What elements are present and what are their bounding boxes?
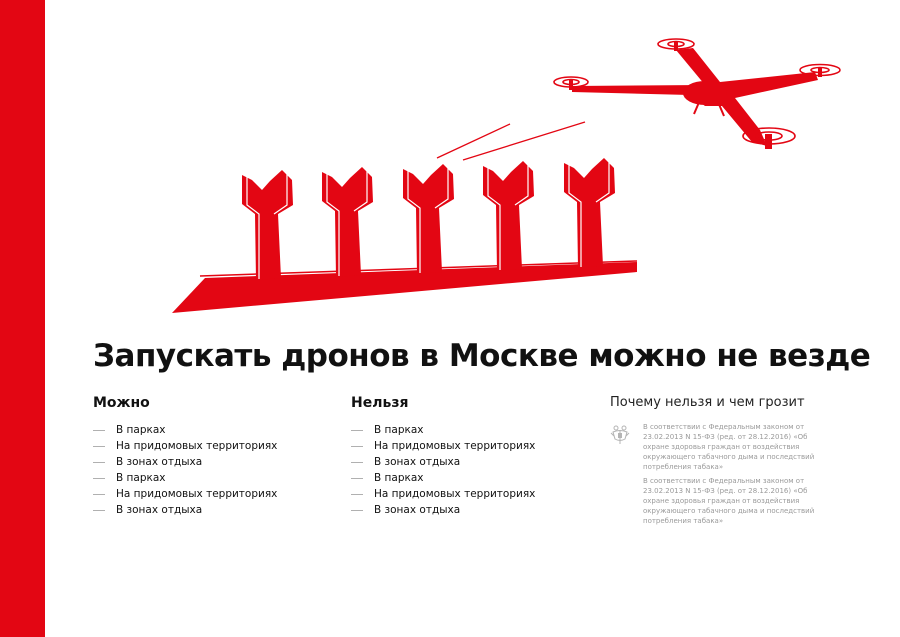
- why-column: [610, 394, 825, 525]
- list-item: На придомовых территориях: [351, 438, 591, 454]
- dash-icon: [93, 462, 105, 463]
- list-item: В парках: [93, 470, 333, 486]
- dash-icon: [351, 462, 363, 463]
- dash-icon: [93, 494, 105, 495]
- list-item: На придомовых территориях: [93, 438, 333, 454]
- coat-of-arms-icon: [610, 424, 630, 446]
- list-item: В зонах отдыха: [351, 502, 591, 518]
- dash-icon: [351, 430, 363, 431]
- list-item: В зонах отдыха: [351, 454, 591, 470]
- legal-notes: [643, 422, 828, 530]
- forbidden-list: [351, 422, 591, 518]
- legal-note: В соответствии с Федеральным законом от 23.02.2013 N 15-ФЗ (ред. от 28.12.2016) «Об охране здоровья граждан от воздействия окружающего табачного дыма и последствий потребления табака»: [643, 477, 815, 525]
- quadcopter-drone-icon: [554, 39, 840, 149]
- list-item: В парках: [351, 422, 591, 438]
- legal-note: В соответствии с Федеральным законом от 23.02.2013 N 15-ФЗ (ред. от 28.12.2016) «Об охране здоровья граждан от воздействия окружающего табачного дыма и последствий потребления табака»: [643, 423, 815, 471]
- dash-icon: [351, 446, 363, 447]
- dash-icon: [351, 510, 363, 511]
- dash-icon: [93, 446, 105, 447]
- list-item: В парках: [93, 422, 333, 438]
- dash-icon: [93, 510, 105, 511]
- forbidden-column: [351, 394, 591, 518]
- allowed-column: [93, 394, 333, 518]
- kremlin-wall-icon: [172, 122, 637, 313]
- list-item: В парках: [351, 470, 591, 486]
- dash-icon: [351, 478, 363, 479]
- forbidden-title: Нельзя: [351, 395, 409, 411]
- dash-icon: [351, 494, 363, 495]
- page-title: Запускать дронов в Москве можно не везде: [93, 338, 871, 374]
- dash-icon: [93, 430, 105, 431]
- list-item: В зонах отдыха: [93, 502, 333, 518]
- allowed-title: Можно: [93, 395, 150, 411]
- list-item: В зонах отдыха: [93, 454, 333, 470]
- list-item: На придомовых территориях: [93, 486, 333, 502]
- dash-icon: [93, 478, 105, 479]
- allowed-list: [93, 422, 333, 518]
- why-title: Почему нельзя и чем грозит: [610, 395, 805, 410]
- list-item: На придомовых территориях: [351, 486, 591, 502]
